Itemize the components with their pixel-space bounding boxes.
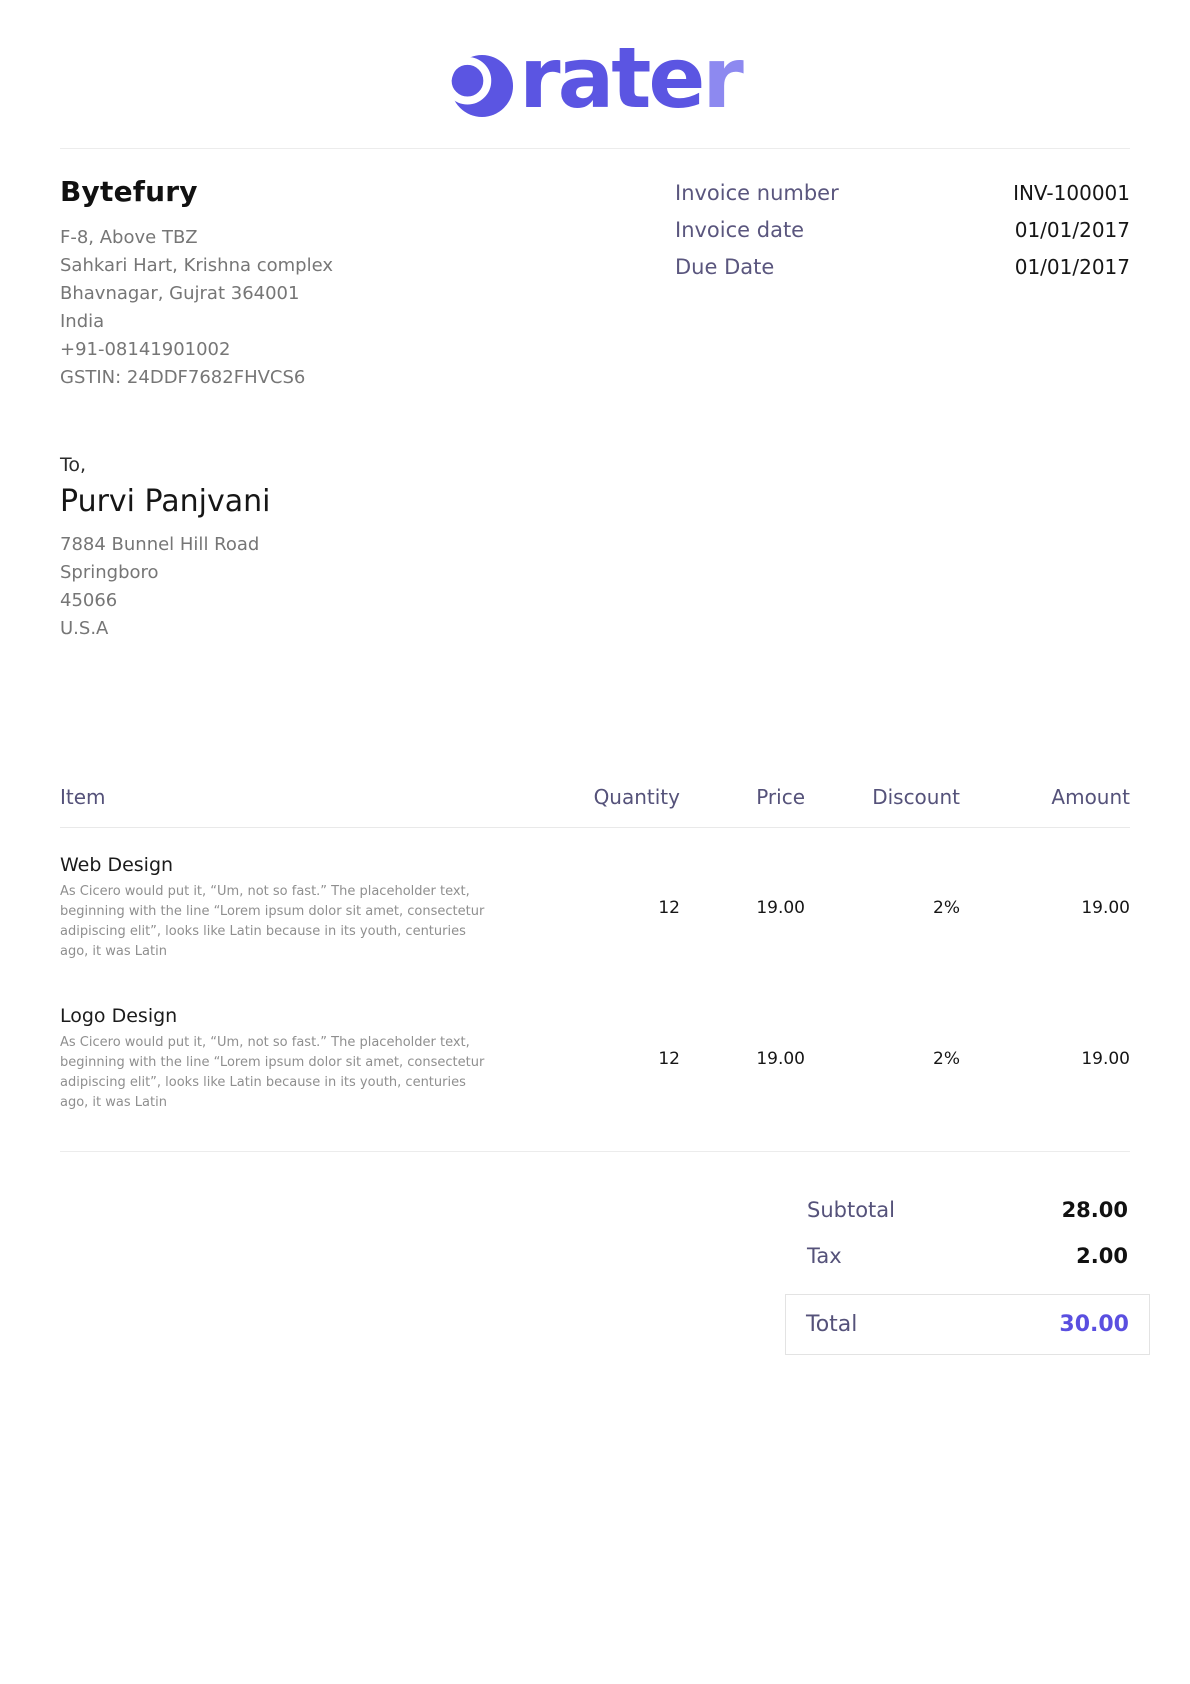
- item-name: Logo Design: [60, 1004, 178, 1027]
- item-description: As Cicero would put it, “Um, not so fast.” The placeholder text, beginning with the line “Lorem ipsum dolor sit amet, consectetur adipiscing elit”, looks like Latin because in its youth, centuries ago, it was Latin: [60, 884, 485, 960]
- column-header-item: Item: [60, 785, 106, 809]
- column-header-quantity: Quantity: [593, 785, 680, 809]
- column-header-price: Price: [756, 785, 805, 809]
- customer-address: [60, 531, 1130, 643]
- item-amount: 19.00: [1081, 898, 1130, 919]
- customer-address-line: 7884 Bunnel Hill Road: [60, 534, 260, 555]
- items-table-header: [60, 785, 1130, 828]
- item-description: As Cicero would put it, “Um, not so fast.” The placeholder text, beginning with the line “Lorem ipsum dolor sit amet, consectetur adipiscing elit”, looks like Latin because in its youth, centuries ago, it was Latin: [60, 1034, 485, 1110]
- company-address-line: Bhavnagar, Gujrat 364001: [60, 283, 300, 304]
- customer-address-line: Springboro: [60, 562, 159, 583]
- totals-section: [805, 1198, 1130, 1355]
- due-date-value: 01/01/2017: [1014, 255, 1130, 279]
- invoice-number-row: [675, 181, 1130, 205]
- table-bottom-divider: [60, 1151, 1130, 1152]
- invoice-number-label: Invoice number: [675, 181, 839, 205]
- info-section: [60, 175, 1130, 392]
- invoice-meta: [675, 181, 1130, 392]
- item-price: 19.00: [756, 898, 805, 919]
- due-date-label: Due Date: [675, 255, 775, 279]
- subtotal-label: Subtotal: [807, 1198, 895, 1223]
- invoice-date-value: 01/01/2017: [1014, 218, 1130, 242]
- grand-total-value: 30.00: [1059, 1312, 1129, 1338]
- items-table: [60, 785, 1130, 1152]
- header: [60, 0, 1130, 127]
- tax-label: Tax: [807, 1244, 842, 1269]
- item-discount: 2%: [933, 898, 960, 919]
- company-address-line: F-8, Above TBZ: [60, 227, 198, 248]
- subtotal-row: [805, 1198, 1130, 1222]
- company-phone: +91-08141901002: [60, 339, 231, 360]
- bill-to-block: [60, 454, 1130, 643]
- bill-to-prefix: To,: [60, 454, 87, 476]
- customer-name: Purvi Panjvani: [60, 484, 271, 519]
- item-price: 19.00: [756, 1048, 805, 1069]
- company-address: [60, 224, 333, 392]
- table-row: [60, 828, 1130, 979]
- item-cell: [60, 1005, 560, 1114]
- logo-wordmark-tail: r: [702, 29, 741, 127]
- tax-row: [805, 1244, 1130, 1268]
- customer-address-line: U.S.A: [60, 618, 109, 639]
- grand-total-label: Total: [806, 1312, 858, 1338]
- crater-logo: [449, 29, 741, 127]
- company-name: Bytefury: [60, 175, 198, 208]
- table-row: [60, 979, 1130, 1130]
- grand-total-row: [785, 1294, 1150, 1355]
- item-quantity: 12: [658, 898, 680, 919]
- invoice-number-value: INV-100001: [1013, 181, 1130, 205]
- crater-logo-wordmark: [519, 29, 741, 127]
- invoice-date-row: [675, 218, 1130, 242]
- logo-wordmark-body: rate: [519, 29, 703, 127]
- subtotal-value: 28.00: [1061, 1198, 1128, 1223]
- item-name: Web Design: [60, 854, 174, 876]
- company-address-line: India: [60, 311, 105, 332]
- tax-value: 2.00: [1076, 1244, 1128, 1269]
- item-discount: 2%: [933, 1048, 960, 1069]
- invoice-date-label: Invoice date: [675, 218, 805, 242]
- company-gstin: GSTIN: 24DDF7682FHVCS6: [60, 367, 306, 388]
- column-header-discount: Discount: [872, 785, 960, 809]
- company-block: [60, 175, 333, 392]
- header-divider: [60, 148, 1130, 149]
- due-date-row: [675, 255, 1130, 279]
- item-amount: 19.00: [1081, 1048, 1130, 1069]
- column-header-amount: Amount: [1051, 785, 1130, 809]
- crater-logo-icon: [449, 53, 515, 123]
- company-address-line: Sahkari Hart, Krishna complex: [60, 255, 334, 276]
- item-quantity: 12: [658, 1048, 680, 1069]
- item-cell: [60, 854, 560, 963]
- customer-address-line: 45066: [60, 590, 118, 611]
